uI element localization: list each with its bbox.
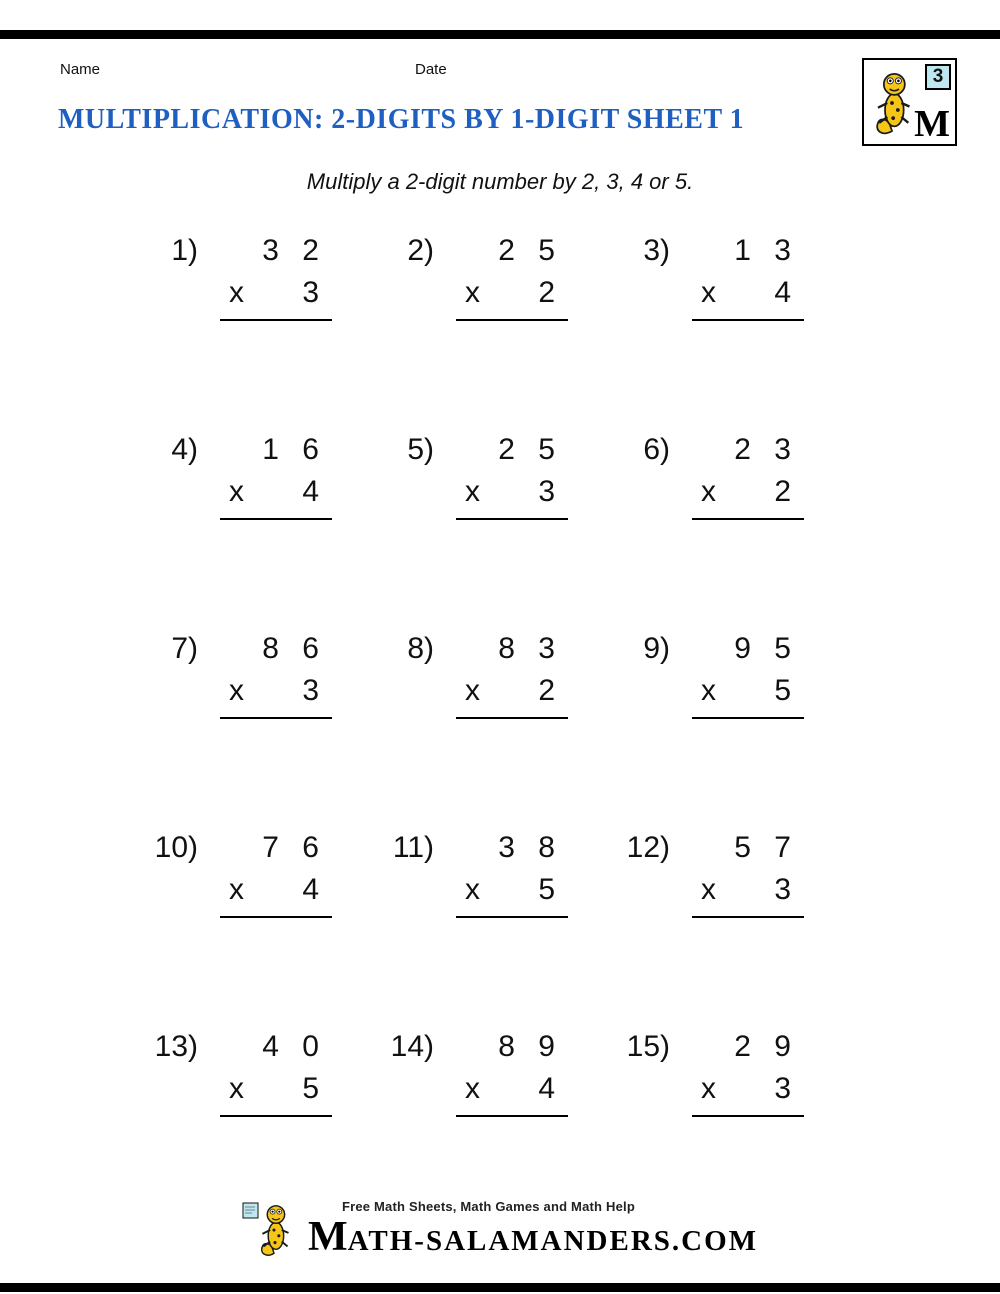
multiply-operator: x: [229, 1072, 244, 1105]
footer-text: [308, 1199, 758, 1260]
multiply-operator: x: [229, 674, 244, 707]
problem-number: 3): [643, 234, 670, 267]
answer-line: [456, 518, 568, 520]
multiplier-row: [692, 670, 804, 712]
multiplier-row: [456, 670, 568, 712]
answer-line: [692, 916, 804, 918]
answer-line: [456, 916, 568, 918]
problem-number: 15): [626, 1030, 670, 1063]
multiplier-digit: 3: [302, 276, 319, 309]
multiplier-row: [456, 471, 568, 513]
problem-number: 12): [626, 831, 670, 864]
multiplier-row: [692, 869, 804, 911]
problem-number: 8): [407, 632, 434, 665]
multiply-operator: x: [465, 475, 480, 508]
multiplier-row: [692, 1068, 804, 1110]
multiplicand-digits: 9 5: [734, 632, 791, 665]
page-title: MULTIPLICATION: 2-DIGITS BY 1-DIGIT SHEET 1: [58, 104, 745, 135]
multiply-operator: x: [229, 873, 244, 906]
problem-number: 6): [643, 433, 670, 466]
salamander-icon: [866, 68, 918, 138]
multiplicand-digits: 8 9: [498, 1030, 555, 1063]
multiplicand-digits: 7 6: [262, 831, 319, 864]
problem-body: [692, 1026, 804, 1117]
problem-number: 5): [407, 433, 434, 466]
problem-number: 1): [171, 234, 198, 267]
multiplier-row: [456, 869, 568, 911]
answer-line: [220, 717, 332, 719]
instructions-subtitle: Multiply a 2-digit number by 2, 3, 4 or 5.: [306, 169, 694, 194]
problems-grid: [138, 230, 846, 1225]
problem-number: 11): [392, 831, 434, 864]
top-border-bar: [0, 30, 1000, 39]
multiplicand-digits: 2 5: [498, 433, 555, 466]
multiplier-digit: 4: [774, 276, 791, 309]
problem-body: [692, 628, 804, 719]
multiplier-digit: 2: [538, 674, 555, 707]
answer-line: [692, 319, 804, 321]
multiply-operator: x: [701, 1072, 716, 1105]
answer-line: [220, 916, 332, 918]
multiply-operator: x: [465, 674, 480, 707]
problem-body: [692, 230, 804, 321]
problem-body: [220, 1026, 332, 1117]
multiplier-row: [692, 471, 804, 513]
multiplier-digit: 3: [774, 1072, 791, 1105]
problem: [138, 230, 374, 429]
multiply-operator: x: [465, 276, 480, 309]
multiplicand-digits: 5 7: [734, 831, 791, 864]
date-label: Date: [415, 61, 447, 78]
multiplicand-digits: 2 5: [498, 234, 555, 267]
footer: [0, 1199, 1000, 1260]
problem-body: [456, 230, 568, 321]
problem: [374, 429, 610, 628]
multiplier-digit: 3: [538, 475, 555, 508]
multiply-operator: x: [701, 475, 716, 508]
footer-site-m: M: [307, 1214, 348, 1260]
multiplier-digit: 5: [538, 873, 555, 906]
multiplier-digit: 4: [538, 1072, 555, 1105]
answer-line: [220, 518, 332, 520]
problem-number: 7): [171, 632, 198, 665]
answer-line: [456, 319, 568, 321]
multiplicand-digits: 8 3: [498, 632, 555, 665]
logo-m-letter: M: [914, 103, 950, 145]
multiply-operator: x: [465, 873, 480, 906]
problem-body: [456, 429, 568, 520]
multiply-operator: x: [465, 1072, 480, 1105]
bottom-border-bar: [0, 1283, 1000, 1292]
answer-line: [692, 518, 804, 520]
problem-number: 13): [154, 1030, 198, 1063]
multiplier-row: [692, 272, 804, 314]
footer-salamander-icon: [242, 1201, 296, 1259]
problem-body: [220, 827, 332, 918]
problem: [374, 230, 610, 429]
problem-number: 9): [643, 632, 670, 665]
problem: [374, 1026, 610, 1225]
multiply-operator: x: [701, 873, 716, 906]
problem: [610, 230, 846, 429]
problem-body: [692, 429, 804, 520]
multiplier-row: [220, 869, 332, 911]
problem: [610, 429, 846, 628]
problem-number: 14): [390, 1030, 434, 1063]
multiplicand-digits: 4 0: [262, 1030, 319, 1063]
problem-body: [456, 1026, 568, 1117]
problem-body: [220, 230, 332, 321]
name-label: Name: [60, 61, 101, 78]
problem: [610, 628, 846, 827]
multiply-operator: x: [701, 674, 716, 707]
footer-tagline: Free Math Sheets, Math Games and Math Help: [341, 1199, 635, 1214]
multiply-operator: x: [229, 276, 244, 309]
multiplicand-digits: 3 2: [262, 234, 319, 267]
problem: [610, 827, 846, 1026]
footer-site-rest: ATH-SALAMANDERS.COM: [347, 1225, 759, 1257]
problem-number: 10): [154, 831, 198, 864]
problem: [138, 628, 374, 827]
multiply-operator: x: [229, 475, 244, 508]
answer-line: [692, 717, 804, 719]
answer-line: [456, 1115, 568, 1117]
multiplicand-digits: 2 3: [734, 433, 791, 466]
problem-number: 4): [171, 433, 198, 466]
problem-body: [456, 827, 568, 918]
problem-number: 2): [407, 234, 434, 267]
multiplier-digit: 3: [302, 674, 319, 707]
answer-line: [220, 319, 332, 321]
answer-line: [692, 1115, 804, 1117]
problem-body: [220, 628, 332, 719]
multiplier-row: [220, 1068, 332, 1110]
multiplier-row: [456, 272, 568, 314]
multiplier-digit: 4: [302, 873, 319, 906]
multiplicand-digits: 1 3: [734, 234, 791, 267]
problem-body: [456, 628, 568, 719]
multiplier-row: [456, 1068, 568, 1110]
grade-badge: 3: [925, 64, 951, 90]
problem-body: [692, 827, 804, 918]
multiplier-digit: 5: [774, 674, 791, 707]
problem-body: [220, 429, 332, 520]
multiplier-row: [220, 471, 332, 513]
answer-line: [220, 1115, 332, 1117]
multiplier-row: [220, 272, 332, 314]
answer-line: [456, 717, 568, 719]
multiplier-digit: 4: [302, 475, 319, 508]
multiplicand-digits: 3 8: [498, 831, 555, 864]
multiplier-digit: 3: [774, 873, 791, 906]
problem: [374, 827, 610, 1026]
footer-site-name: [308, 1214, 758, 1260]
grade-logo-box: [862, 58, 957, 146]
problem: [138, 827, 374, 1026]
multiply-operator: x: [701, 276, 716, 309]
problem: [138, 1026, 374, 1225]
multiplier-row: [220, 670, 332, 712]
multiplicand-digits: 1 6: [262, 433, 319, 466]
multiplicand-digits: 2 9: [734, 1030, 791, 1063]
multiplier-digit: 5: [302, 1072, 319, 1105]
multiplicand-digits: 8 6: [262, 632, 319, 665]
problem: [138, 429, 374, 628]
problem: [610, 1026, 846, 1225]
problem: [374, 628, 610, 827]
multiplier-digit: 2: [774, 475, 791, 508]
multiplier-digit: 2: [538, 276, 555, 309]
